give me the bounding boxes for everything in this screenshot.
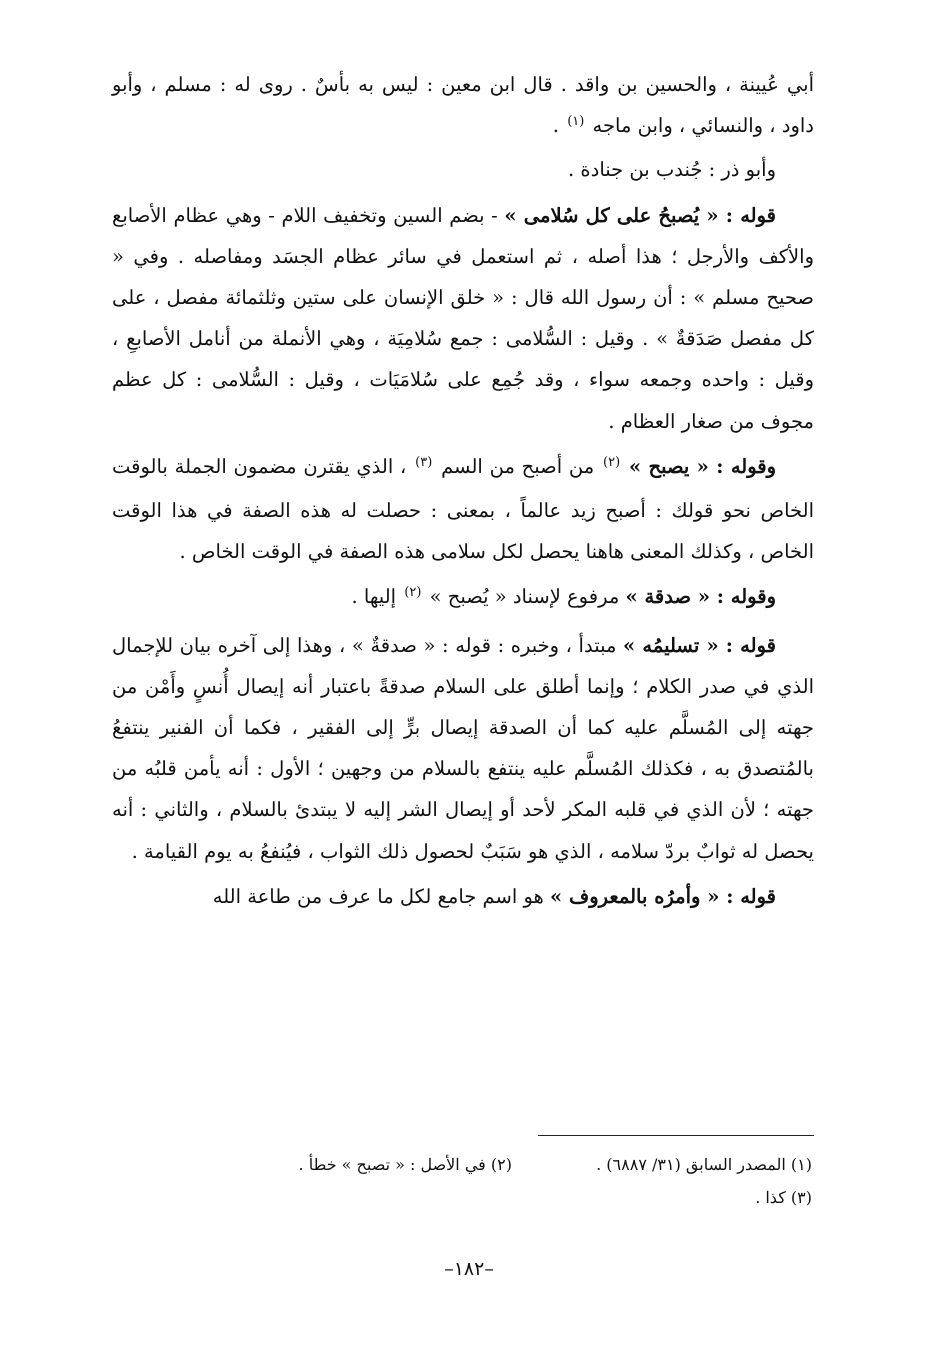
footnote-1: (١) المصدر السابق (٣١/ ٦٨٨٧) . (596, 1155, 812, 1174)
quoted-term: وقوله : « صدقة » (625, 585, 776, 609)
footnote-row (112, 1181, 812, 1214)
paragraph-text: أبي عُيينة ، والحسين بن واقد . قال ابن معين : ليس به بأسٌ . روى له : مسلم ، وأبو داود ، والنسائي ، وابن ماجه (112, 73, 814, 138)
quoted-term: قوله : « وأمرُه بالمعروف » (550, 884, 776, 908)
paragraph-1 (112, 64, 814, 149)
paragraph-text: من أصبح من السم (441, 454, 595, 478)
paragraph-2 (112, 149, 814, 190)
footnote-ref: (١) (567, 114, 585, 130)
footnote-row (112, 1148, 812, 1181)
page-number: –١٨٢– (444, 1258, 494, 1280)
paragraph-text: مرفوع لإسناد « يُصبح » (429, 585, 620, 609)
paragraph-text: - بضم السين وتخفيف اللام - وهي عظام الأصابع والأكف والأرجل ؛ هذا أصله ، ثم استعمل في سائر عظام الجسَد ومفاصله . وفي « صحيح مسلم » : أن رسول الله قال : « خلق الإنسان على ستين وثلثمائة مفصل ، على كل مفصل صَدَقةٌ » . وقيل : السُّلامى : جمع سُلامِيَة ، وهي الأنملة من أنامل الأصابعِ ، وقيل : واحده وجمعه سواء ، وقد جُمِع على سُلامَيَات ، وقيل : السُّلامى : كل عظم مجوف من صغار العظام . (112, 203, 814, 433)
quoted-term: وقوله : « يصبح » (628, 454, 777, 478)
quoted-term: قوله : « تسليمُه » (623, 633, 776, 657)
footnote-2: (٢) في الأصل : « تصبح » خطأ . (298, 1155, 512, 1174)
paragraph-text: هو اسم جامع لكل ما عرف من طاعة الله (212, 884, 544, 908)
footnote-ref: (٢) (603, 454, 621, 470)
paragraph-4 (112, 446, 814, 573)
paragraph-text: ، الذي يقترن مضمون الجملة بالوقت الخاص نحو قولك : أصبح زيد عالماً ، بمعنى : حصلت له هذه الصفة في هذا الوقت الخاص ، وكذلك المعنى هاهنا يحصل لكل سلامى هذه الصفة في الوقت الخاص . (112, 454, 814, 564)
footnote-3: (٣) كذا . (755, 1188, 812, 1207)
paragraph-5 (112, 576, 814, 620)
paragraph-text: وأبو ذر : جُندب بن جنادة . (568, 158, 776, 182)
paragraph-3 (112, 195, 814, 442)
footnote-ref: (٢) (404, 585, 422, 601)
footnotes (112, 1148, 812, 1214)
footnote-ref: (٣) (415, 454, 433, 470)
paragraph-end: . (552, 114, 559, 138)
paragraph-6 (112, 625, 814, 872)
paragraph-7 (112, 876, 814, 917)
footnote-divider (538, 1135, 814, 1136)
paragraph-end: إليها . (351, 585, 397, 609)
main-text (112, 64, 814, 917)
paragraph-text: مبتدأ ، وخبره : قوله : « صدقةٌ » ، وهذا إلى آخره بيان للإجمال الذي في صدر الكلام ؛ وإنما أطلق على السلام صدقةً باعتبار أنه إيصال أُنسٍ وأَمْن من جهته إلى المُسلَّم عليه كما أن الصدقة إيصال برٍّ إلى الفقير ، فكما أن الفنير ينتفعُ بالمُتصدق به ، فكذلك المُسلَّم عليه ينتفع بالسلام من وجهين ؛ الأول : أنه يأمن قلبُه من جهته ؛ لأن الذي في قلبه المكر لأحد أو إيصال الشر إليه لا يبتدئ بالسلام ، والثاني : أنه يحصل له ثوابٌ بردّ سلامه ، الذي هو سَبَبٌ لحصول ذلك الثواب ، فيُنفعُ به يوم القيامة . (112, 633, 814, 863)
quoted-term: قوله : « يُصبحُ على كل سُلامى » (504, 203, 777, 227)
